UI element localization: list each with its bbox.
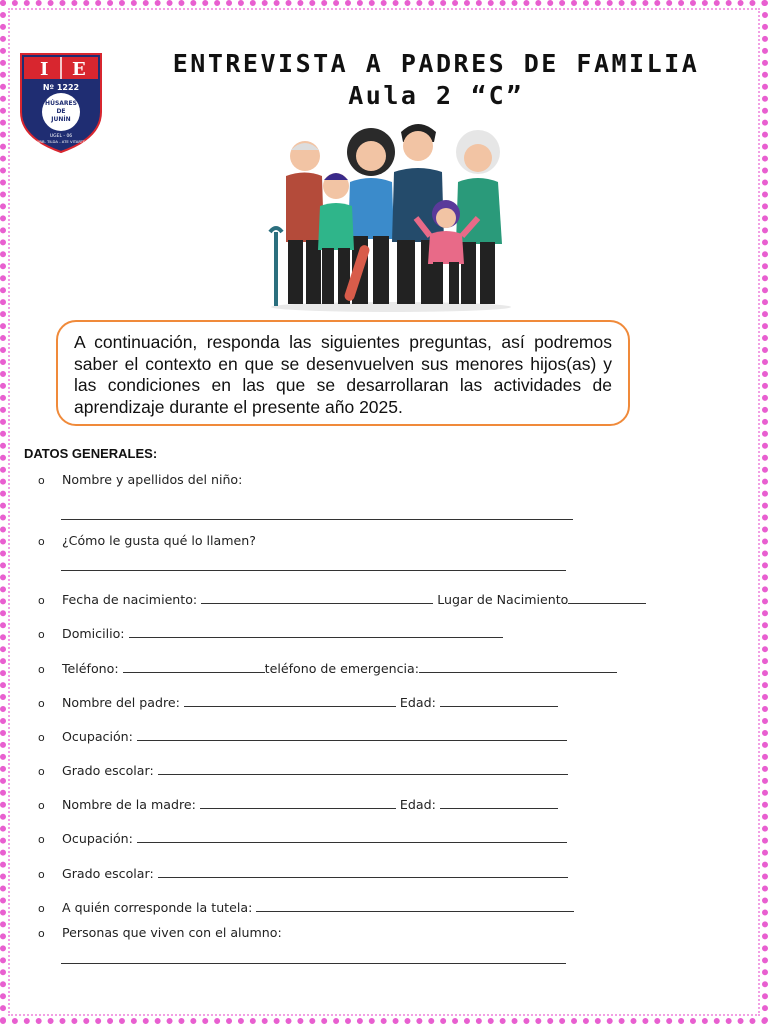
family-illustration (256, 114, 526, 314)
bullet: o (38, 868, 45, 881)
answer-father-grade[interactable] (158, 763, 568, 775)
answer-birth-place[interactable] (568, 592, 646, 604)
label-guardianship: A quién corresponde la tutela: (62, 900, 253, 915)
answer-mother-name[interactable] (200, 797, 396, 809)
bullet: o (38, 535, 45, 548)
label-phone: Teléfono: (62, 661, 119, 676)
field-phone (38, 661, 617, 676)
logo-letter-e: E (72, 59, 86, 80)
label-mother-occupation: Ocupación: (62, 831, 133, 846)
field-child-name (38, 472, 242, 487)
logo-number: Nº 1222 (42, 83, 80, 92)
bullet: o (38, 833, 45, 846)
page-title (126, 48, 746, 112)
answer-father-age[interactable] (440, 695, 558, 707)
label-father-name: Nombre del padre: (62, 695, 180, 710)
grandfather-figure (270, 141, 324, 306)
logo-location: URB. TILDA - ATE VITARTE (36, 139, 86, 144)
bullet: o (38, 799, 45, 812)
field-father-grade (38, 763, 568, 778)
bullet: o (38, 697, 45, 710)
label-mother-name: Nombre de la madre: (62, 797, 196, 812)
bullet: o (38, 663, 45, 676)
label-birth-date: Fecha de nacimiento: (62, 592, 198, 607)
label-father-grade: Grado escolar: (62, 763, 154, 778)
bullet: o (38, 594, 45, 607)
answer-address[interactable] (129, 626, 503, 638)
logo-letter-i: I (40, 59, 49, 80)
answer-father-occupation[interactable] (137, 729, 567, 741)
label-child-name: Nombre y apellidos del niño: (62, 472, 243, 487)
label-birth-place: Lugar de Nacimiento (437, 592, 569, 607)
field-guardianship (38, 900, 574, 915)
logo-name-line3: JUNÍN (51, 116, 71, 123)
answer-father-name[interactable] (184, 695, 396, 707)
bullet: o (38, 927, 45, 940)
logo-name-line2: DE (56, 108, 66, 115)
label-mother-grade: Grado escolar: (62, 866, 154, 881)
bullet: o (38, 474, 45, 487)
field-father-name (38, 695, 558, 710)
instructions-box: A continuación, responda las siguientes preguntas, así podremos saber el contexto en que se desenvuelven sus menores hijos(as) y las condiciones en las que se desarrollaran las actividades de aprendizaje durante el presente año 2025. (56, 320, 630, 426)
field-mother-grade (38, 866, 568, 881)
section-title: DATOS GENERALES: (24, 446, 158, 461)
field-birth (38, 592, 646, 607)
field-mother-name (38, 797, 558, 812)
title-line-2: Aula 2 “C” (348, 81, 524, 110)
field-nickname (38, 533, 256, 548)
answer-line-child-name[interactable] (61, 519, 573, 520)
field-mother-occupation (38, 831, 567, 846)
logo-ugel: UGEL - 06 (49, 134, 73, 139)
field-father-occupation (38, 729, 567, 744)
answer-mother-occupation[interactable] (137, 831, 567, 843)
label-mother-age: Edad: (399, 797, 436, 812)
logo-name-line1: HÚSARES (45, 100, 77, 107)
field-household (38, 925, 282, 940)
field-address (38, 626, 503, 641)
bullet: o (38, 765, 45, 778)
label-emergency-phone: teléfono de emergencia: (264, 661, 419, 676)
school-logo (18, 50, 104, 154)
answer-line-nickname[interactable] (61, 570, 566, 571)
title-line-1: ENTREVISTA A PADRES DE FAMILIA (172, 49, 700, 78)
answer-guardianship[interactable] (256, 900, 574, 912)
bullet: o (38, 731, 45, 744)
answer-emergency-phone[interactable] (419, 661, 617, 673)
bullet: o (38, 628, 45, 641)
answer-birth-date[interactable] (201, 592, 433, 604)
answer-phone[interactable] (123, 661, 265, 673)
grandmother-figure (456, 130, 502, 304)
label-father-occupation: Ocupación: (62, 729, 133, 744)
answer-mother-grade[interactable] (158, 866, 568, 878)
answer-mother-age[interactable] (440, 797, 558, 809)
label-father-age: Edad: (399, 695, 436, 710)
bullet: o (38, 902, 45, 915)
label-address: Domicilio: (62, 626, 125, 641)
answer-line-household[interactable] (61, 963, 566, 964)
label-household: Personas que viven con el alumno: (62, 925, 282, 940)
label-nickname: ¿Cómo le gusta qué lo llamen? (62, 533, 256, 548)
